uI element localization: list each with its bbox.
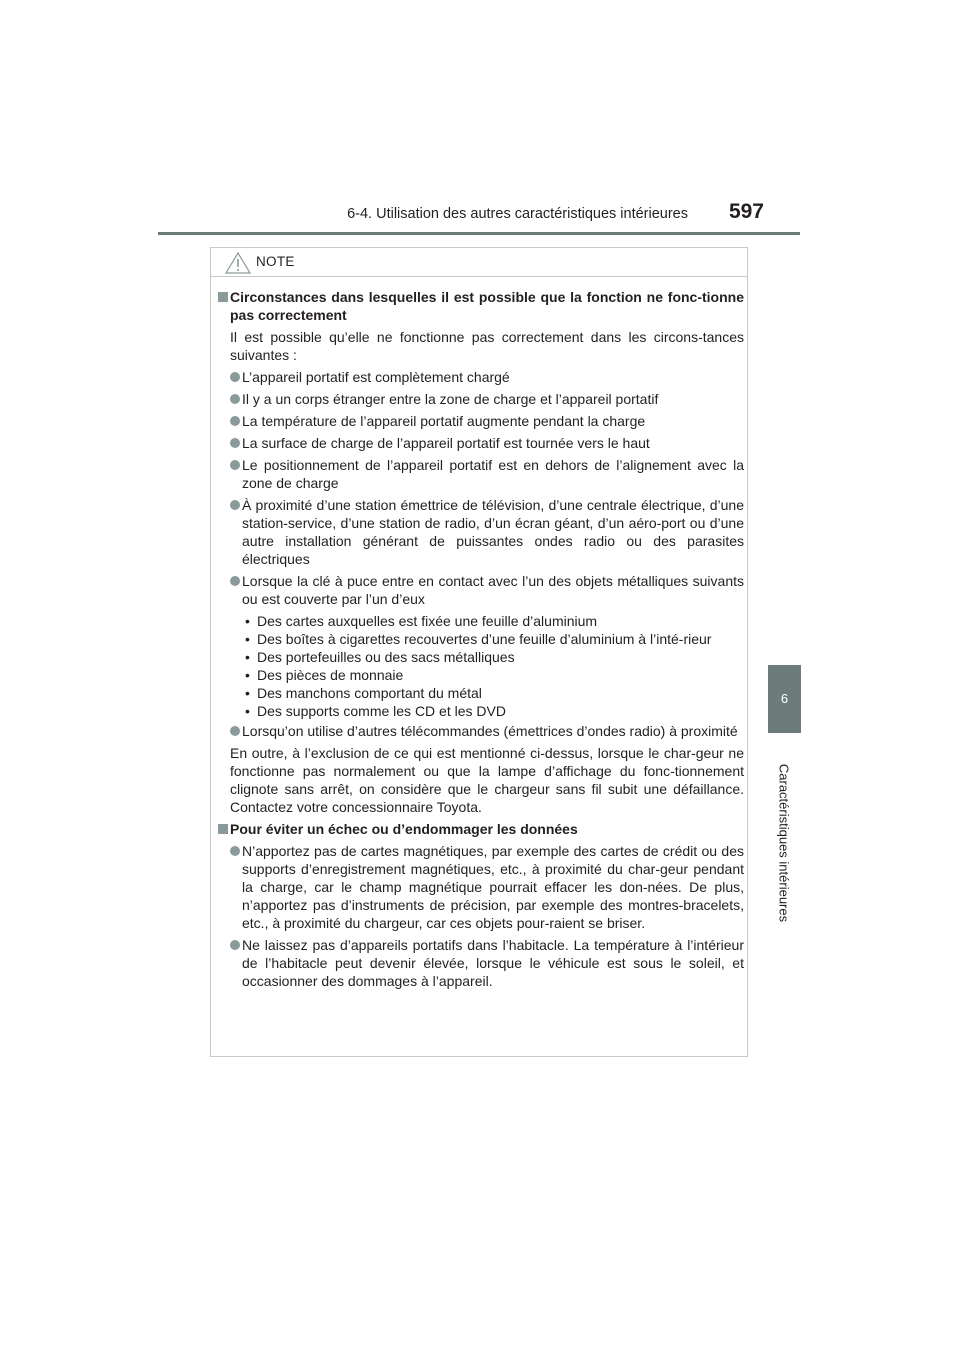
note-label: NOTE [256,254,295,269]
sub-list-item-text: Des supports comme les CD et les DVD [257,703,506,719]
sub-list-item-text: Des boîtes à cigarettes recouvertes d’une feuille d’aluminium à l’inté-rieur [257,631,712,647]
sub-list-item: • Des cartes auxquelles est fixée une feuille d’aluminium [245,613,598,629]
section-heading [218,288,744,324]
section-heading-text: Pour éviter un échec ou d’endommager les données [230,821,578,837]
note-content [218,288,744,994]
circle-bullet-icon [230,500,240,510]
list-item [218,496,744,568]
header-section-title: 6-4. Utilisation des autres caractéristiques intérieures [347,206,688,222]
sub-list-item-text: Des portefeuilles ou des sacs métalliques [257,649,515,665]
section-intro: Il est possible qu’elle ne fonctionne pas correctement dans les circons-tances suivantes : [230,329,744,363]
sub-list-item-text: Des cartes auxquelles est fixée une feuille d’aluminium [257,613,598,629]
square-bullet-icon [218,824,228,834]
list-item-text: L’appareil portatif est complètement chargé [242,369,510,385]
list-item-text: Lorsqu’on utilise d’autres télécommandes (émettrices d’ondes radio) à proximité [242,723,738,739]
list-item [218,368,744,386]
chapter-tab-number: 6 [768,665,801,733]
list-item [218,572,744,608]
list-item-text: Le positionnement de l’appareil portatif est en dehors de l’alignement avec la zone de charge [242,457,744,491]
square-bullet-icon [218,292,228,302]
sub-list-item: • Des boîtes à cigarettes recouvertes d’une feuille d’aluminium à l’inté-rieur [245,631,712,647]
chapter-tab-title: Caractéristiques intérieures [776,763,792,923]
section-heading-text: Circonstances dans lesquelles il est possible que la fonction ne fonc-tionne pas correctement [230,289,744,323]
sub-list [218,612,744,720]
list-item-text: Ne laissez pas d’appareils portatifs dans l’habitacle. La température à l’intérieur de l’habitacle peut devenir élevée, lorsque le véhicule est sous le soleil, et occasionner des dommages à l’appareil. [242,937,744,989]
sub-list-item: • Des supports comme les CD et les DVD [245,703,506,719]
sub-list-item: • Des pièces de monnaie [245,667,404,683]
list-item-text: Il y a un corps étranger entre la zone de charge et l’appareil portatif [242,391,659,407]
sub-list-item-text: Des pièces de monnaie [257,667,404,683]
header-rule [158,232,800,235]
circle-bullet-icon [230,372,240,382]
list-item-text: La surface de charge de l’appareil portatif est tournée vers le haut [242,435,650,451]
list-item [218,390,744,408]
list-item-text: Lorsque la clé à puce entre en contact avec l’un des objets métalliques suivants ou est couverte par l’un d’eux [242,573,744,607]
note-header [211,248,747,277]
list-item [218,842,744,932]
list-item [218,936,744,990]
circle-bullet-icon [230,460,240,470]
section-heading [218,820,744,838]
list-item-text: N’apportez pas de cartes magnétiques, par exemple des cartes de crédit ou des supports d’enregistrement magnétiques, etc., à proximité du char-geur pendant la charge, car le champ magnétique pourrait effacer les don-nées. De plus, n’apportez pas d’instruments de précision, par exemple des montres-bracelets, etc., à proximité du chargeur, car ces objets pour-raient se briser. [242,843,744,931]
warning-triangle-icon [225,252,251,274]
list-item [218,434,744,452]
page-number: 597 [728,200,764,223]
list-item [218,456,744,492]
sub-list-item: • Des manchons comportant du métal [245,685,482,701]
list-item-text: La température de l’appareil portatif augmente pendant la charge [242,413,646,429]
circle-bullet-icon [230,940,240,950]
circle-bullet-icon [230,394,240,404]
circle-bullet-icon [230,438,240,448]
list-item [218,722,744,740]
list-item-text: À proximité d’une station émettrice de télévision, d’une centrale électrique, d’une station-service, d’une station de radio, d’un écran géant, d’un aéro-port ou d’une autre installation générant de puissantes ondes radio ou des parasites électriques [242,497,744,567]
sub-list-item-text: Des manchons comportant du métal [257,685,482,701]
circle-bullet-icon [230,576,240,586]
circle-bullet-icon [230,726,240,736]
list-item [218,412,744,430]
section-outro: En outre, à l’exclusion de ce qui est mentionné ci-dessus, lorsque le char-geur ne fonctionne pas normalement ou que la lampe d’affichage du fonc-tionnement clignote sans arrêt, on considère que le chargeur sans fil subit une défaillance. Contactez votre concessionnaire Toyota. [230,745,744,815]
circle-bullet-icon [230,416,240,426]
circle-bullet-icon [230,846,240,856]
sub-list-item: • Des portefeuilles ou des sacs métalliques [245,649,515,665]
note-box [210,247,748,1057]
